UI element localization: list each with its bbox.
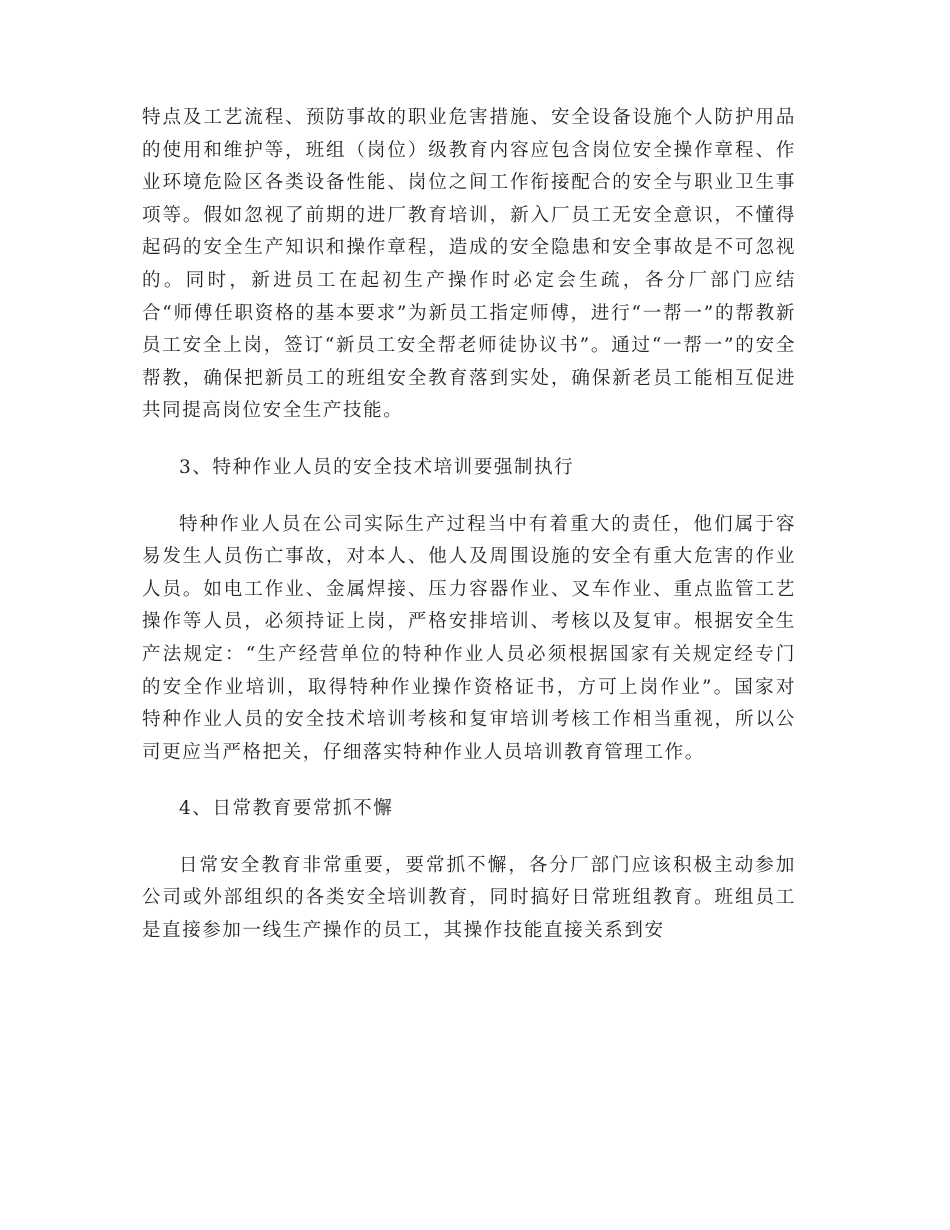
- paragraph-daily-education: 日常安全教育非常重要，要常抓不懈，各分厂部门应该积极主动参加公司或外部组织的各类安全培训教育，同时搞好日常班组教育。班组员工是直接参加一线生产操作的员工，其操作技能直接关系到安: [142, 854, 796, 942]
- paragraph-continued: 特点及工艺流程、预防事故的职业危害措施、安全设备设施个人防护用品的使用和维护等，班组（岗位）级教育内容应包含岗位安全操作章程、作业环境危险区各类设备性能、岗位之间工作衔接配合的安全与职业卫生事项等。假如忽视了前期的进厂教育培训，新入厂员工无安全意识，不懂得起码的安全生产知识和操作章程，造成的安全隐患和安全事故是不可忽视的。同时，新进员工在起初生产操作时必定会生疏，各分厂部门应结合“师傅任职资格的基本要求”为新员工指定师傅，进行“一帮一”的帮教新员工安全上岗，签订“新员工安全帮老师徒协议书”。通过“一帮一”的安全帮教，确保把新员工的班组安全教育落到实处，确保新老员工能相互促进共同提高岗位安全生产技能。: [142, 107, 796, 422]
- section-heading-4: 4、日常教育要常抓不懈: [179, 798, 394, 820]
- document-page: [142, 102, 796, 948]
- section-heading-3: 3、特种作业人员的安全技术培训要强制执行: [179, 456, 575, 478]
- paragraph-special-operations: 特种作业人员在公司实际生产过程当中有着重大的责任，他们属于容易发生人员伤亡事故，对本人、他人及周围设施的安全有重大危害的作业人员。如电工作业、金属焊接、压力容器作业、叉车作业、重点监管工艺操作等人员，必须持证上岗，严格安排培训、考核以及复审。根据安全生产法规定：“生产经营单位的特种作业人员必须根据国家有关规定经专门的安全作业培训，取得特种作业操作资格证书，方可上岗作业”。国家对特种作业人员的安全技术培训考核和复审培训考核工作相当重视，所以公司更应当严格把关，仔细落实特种作业人员培训教育管理工作。: [142, 513, 796, 763]
